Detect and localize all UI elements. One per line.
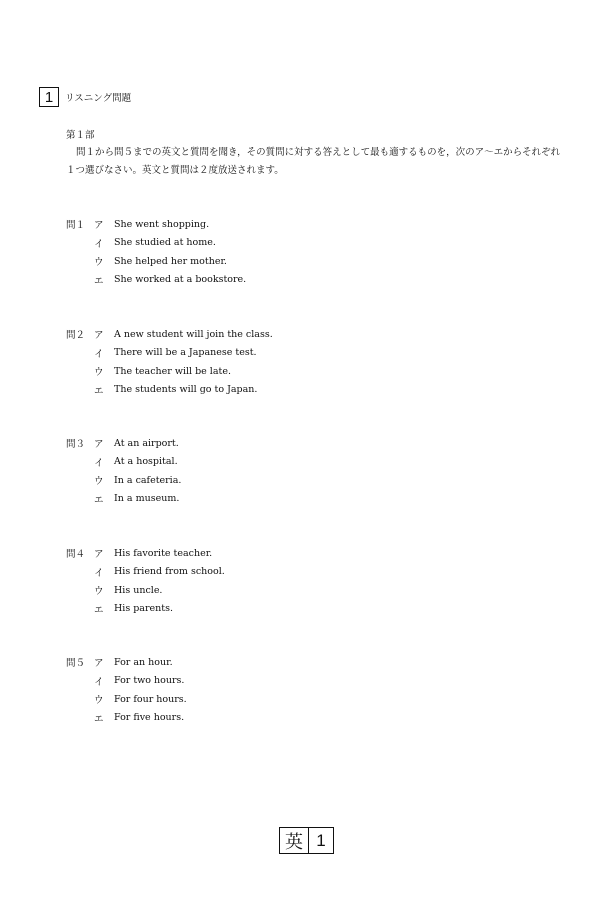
option-row [66, 490, 181, 509]
option-kana: エ [94, 275, 104, 287]
option-row [66, 563, 225, 582]
option-row [66, 362, 273, 381]
question-label: 問２ [66, 330, 86, 342]
question-2 [66, 325, 273, 399]
option-text: His favorite teacher. [114, 547, 213, 559]
option-row [66, 252, 246, 271]
option-kana: ア [94, 549, 104, 561]
subject-label: 英 [280, 828, 309, 853]
page-label-box [279, 827, 334, 854]
option-text: The students will go to Japan. [114, 384, 258, 396]
option-kana: エ [94, 713, 104, 725]
option-text: For four hours. [114, 693, 187, 705]
option-row [66, 234, 246, 253]
option-text: There will be a Japanese test. [114, 347, 257, 359]
option-text: For an hour. [114, 656, 173, 668]
option-kana: ア [94, 439, 104, 451]
option-text: She helped her mother. [114, 255, 227, 267]
question-1 [66, 215, 246, 289]
option-kana: イ [94, 567, 104, 579]
page-number: 1 [316, 830, 326, 850]
section-header [39, 87, 131, 107]
option-kana: ア [94, 220, 104, 232]
option-row [66, 325, 273, 344]
option-kana: イ [94, 238, 104, 250]
option-text: His friend from school. [114, 566, 225, 578]
option-kana: エ [94, 385, 104, 397]
option-row [66, 672, 187, 691]
option-row [66, 453, 181, 472]
option-text: His parents. [114, 603, 173, 615]
option-kana: エ [94, 604, 104, 616]
option-text: For five hours. [114, 712, 185, 724]
option-text: For two hours. [114, 675, 185, 687]
option-kana: ウ [94, 476, 104, 488]
option-text: In a museum. [114, 493, 180, 505]
option-row [66, 381, 273, 400]
option-row [66, 271, 246, 290]
option-kana: ウ [94, 695, 104, 707]
option-row [66, 434, 181, 453]
option-kana: ウ [94, 257, 104, 269]
option-text: In a cafeteria. [114, 474, 182, 486]
option-row [66, 653, 187, 672]
option-kana: イ [94, 457, 104, 469]
section-title: リスニング問題 [65, 93, 132, 104]
option-row [66, 344, 273, 363]
option-kana: イ [94, 348, 104, 360]
option-kana: ウ [94, 367, 104, 379]
instructions: 問１から問５までの英文と質問を聞き，その質問に対する答えとして最も適するものを，次のア～エからそれぞれ１つ選びなさい。英文と質問は２度放送されます。 [66, 147, 561, 176]
option-row [66, 544, 225, 563]
option-kana: イ [94, 676, 104, 688]
question-label: 問１ [66, 220, 86, 232]
option-kana: ウ [94, 586, 104, 598]
option-kana: エ [94, 494, 104, 506]
part-title: 第１部 [66, 130, 95, 141]
option-text: She studied at home. [114, 237, 216, 249]
option-kana: ア [94, 658, 104, 670]
question-5 [66, 653, 187, 727]
option-kana: ア [94, 330, 104, 342]
option-text: The teacher will be late. [114, 365, 231, 377]
option-text: A new student will join the class. [114, 328, 273, 340]
question-4 [66, 544, 225, 618]
option-row [66, 581, 225, 600]
option-text: At a hospital. [114, 456, 178, 468]
question-label: 問４ [66, 549, 86, 561]
option-row [66, 215, 246, 234]
question-label: 問３ [66, 439, 86, 451]
question-3 [66, 434, 181, 508]
option-row [66, 709, 187, 728]
option-text: His uncle. [114, 584, 163, 596]
question-label: 問５ [66, 658, 86, 670]
option-row [66, 600, 225, 619]
section-number-box: 1 [39, 87, 59, 107]
option-text: She went shopping. [114, 218, 210, 230]
option-row [66, 690, 187, 709]
option-text: She worked at a bookstore. [114, 274, 247, 286]
option-text: At an airport. [114, 437, 179, 449]
option-row [66, 471, 181, 490]
